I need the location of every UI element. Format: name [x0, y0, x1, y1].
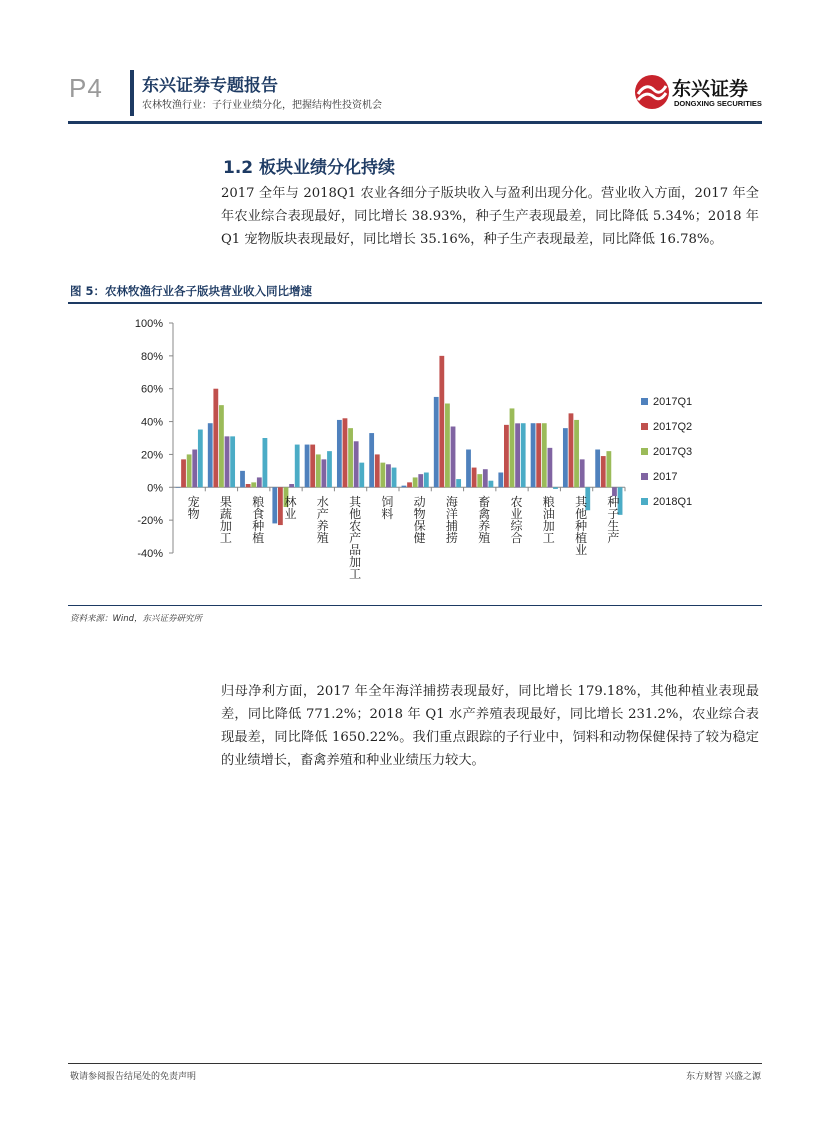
y-tick-label: 100% [134, 318, 163, 330]
bar-2018Q1 [456, 479, 461, 487]
bar-2017Q1 [369, 433, 374, 487]
bar-2017Q2 [536, 423, 541, 487]
bar-2017Q3 [251, 482, 256, 487]
bar-2018Q1 [521, 423, 526, 487]
bar-2017Q3 [316, 454, 321, 487]
bar-2017Q2 [601, 456, 606, 487]
bar-2017Q2 [504, 425, 509, 487]
x-tick-label: 水产养殖 [315, 495, 330, 544]
legend-swatch [641, 398, 648, 405]
bar-2018Q1 [198, 430, 203, 488]
x-tick-label: 果蔬加工 [218, 495, 233, 544]
legend-swatch [641, 448, 648, 455]
bar-2017Q1 [531, 423, 536, 487]
bar-2017Q1 [434, 397, 439, 487]
bar-2017Q2 [213, 389, 218, 488]
bar-2017Q2 [343, 418, 348, 487]
legend-label: 2017Q3 [653, 446, 693, 458]
legend-swatch [641, 423, 648, 430]
y-tick-label: -40% [137, 548, 163, 560]
bar-2017Q3 [445, 404, 450, 488]
bar-2018Q1 [553, 487, 558, 489]
y-tick-label: -20% [137, 515, 163, 528]
footer-disclaimer: 敬请参阅报告结尾处的免责声明 [70, 1072, 197, 1082]
bar-2018Q1 [489, 481, 494, 488]
bar-2017Q3 [542, 423, 547, 487]
bar-2017 [289, 484, 294, 487]
x-tick-label: 粮油加工 [541, 495, 556, 544]
y-tick-label: 20% [140, 449, 163, 462]
bar-2017Q1 [305, 445, 310, 488]
report-subtitle: 农林牧渔行业：子行业业绩分化，把握结构性投资机会 [142, 100, 382, 111]
bar-2017Q1 [563, 428, 568, 487]
x-tick-label: 粮食种植 [250, 495, 265, 544]
bar-2017Q2 [181, 459, 186, 487]
y-tick-label: 40% [140, 416, 163, 429]
page-number: P4 [69, 73, 103, 103]
bar-2018Q1 [295, 445, 300, 488]
logo-text: 东兴证券 [672, 78, 749, 100]
figure-bottom-rule [68, 605, 762, 606]
bar-2018Q1 [327, 451, 332, 487]
bar-2017 [418, 474, 423, 487]
bar-2018Q1 [230, 436, 235, 487]
bar-2017Q3 [348, 428, 353, 487]
bar-2018Q1 [392, 468, 397, 488]
bar-2017Q3 [574, 420, 579, 487]
bar-2017Q3 [606, 451, 611, 487]
bar-2017 [580, 459, 585, 487]
bar-2017Q2 [439, 356, 444, 487]
bar-2017Q1 [208, 423, 213, 487]
bar-2017Q2 [472, 468, 477, 488]
y-tick-label: 80% [140, 350, 163, 363]
x-tick-label: 其他种植业 [573, 495, 588, 556]
bar-2017Q3 [510, 408, 515, 487]
x-tick-label: 农业综合 [509, 495, 523, 544]
x-tick-label: 种子生产 [605, 495, 620, 544]
bar-2017Q2 [569, 413, 574, 487]
legend-label: 2017 [653, 471, 678, 483]
bar-2017Q2 [407, 482, 412, 487]
x-tick-label: 畜禽养殖 [476, 495, 491, 544]
bar-2017 [515, 423, 520, 487]
bar-2017Q3 [413, 477, 418, 487]
bar-2017 [257, 477, 262, 487]
legend-swatch [641, 498, 648, 505]
bar-2017Q3 [219, 405, 224, 487]
paragraph-net-profit: 归母净利方面，2017 年全年海洋捕捞表现最好，同比增长 179.18%，其他种植业表现最差，同比降低 771.2%；2018 年 Q1 水产养殖表现最好，同比增长 231.2%，农业综合表现最差，同比降低 1650.22%。我们重点跟踪的子行业中，饲料和动物保健保持了较为稳定的业绩增长，畜禽养殖和种业业绩压力较大。 [221, 684, 759, 768]
bar-2017 [451, 427, 456, 488]
bar-2018Q1 [424, 473, 429, 488]
logo-english-text: DONGXING SECURITIES [674, 99, 762, 108]
report-title: 东兴证券专题报告 [142, 76, 278, 96]
figure-source: 资料来源：Wind，东兴证券研究所 [70, 614, 203, 624]
legend-label: 2018Q1 [653, 496, 693, 508]
bar-2017Q1 [176, 487, 181, 488]
bar-2017Q1 [466, 450, 471, 488]
bar-2017 [321, 459, 326, 487]
bar-2018Q1 [263, 438, 268, 487]
bar-2017 [225, 436, 230, 487]
legend-label: 2017Q2 [653, 421, 693, 433]
bar-2017Q2 [310, 445, 315, 488]
x-tick-label: 饲料 [379, 495, 394, 520]
bar-2017Q1 [240, 471, 245, 487]
x-tick-label: 海洋捕捞 [444, 495, 459, 544]
bar-2017Q2 [375, 454, 380, 487]
figure-title: 图 5：农林牧渔行业各子版块营业收入同比增速 [70, 284, 313, 298]
bar-2017Q1 [337, 420, 342, 487]
y-tick-label: 60% [140, 383, 163, 396]
legend-swatch [641, 473, 648, 480]
bar-2017Q3 [187, 454, 192, 487]
bar-2017Q3 [380, 463, 385, 488]
bar-2017 [483, 469, 488, 487]
x-tick-label: 宠物 [186, 495, 201, 520]
bar-2017 [192, 450, 197, 488]
bar-2018Q1 [359, 463, 364, 488]
footer-slogan: 东方财智 兴盛之源 [686, 1072, 761, 1082]
bar-2017Q1 [272, 487, 277, 523]
x-tick-label: 其他农产品加工 [347, 495, 362, 580]
bar-2017Q2 [246, 484, 251, 487]
section-title: 1.2 板块业绩分化持续 [223, 158, 396, 178]
paragraph-revenue: 2017 全年与 2018Q1 农业各细分子版块收入与盈利出现分化。营业收入方面，2017 年全年农业综合表现最好，同比增长 38.93%，种子生产表现最差，同比降低 5.34%；2018 年 Q1 宠物版块表现最好，同比增长 35.16%，种子生产表现最差，同比降低 16.78%。 [221, 186, 759, 247]
footer-rule [68, 1063, 762, 1064]
bar-2017 [547, 448, 552, 487]
bar-2017Q1 [498, 473, 503, 488]
bar-2017Q1 [595, 450, 600, 488]
bar-2017 [354, 441, 359, 487]
bar-2017Q3 [477, 474, 482, 487]
x-tick-label: 动物保健 [412, 495, 427, 544]
y-tick-label: 0% [147, 482, 163, 495]
bar-2017Q1 [402, 486, 407, 488]
legend-label: 2017Q1 [653, 396, 693, 408]
bar-2017 [386, 464, 391, 487]
x-tick-label: 林业 [283, 495, 297, 520]
